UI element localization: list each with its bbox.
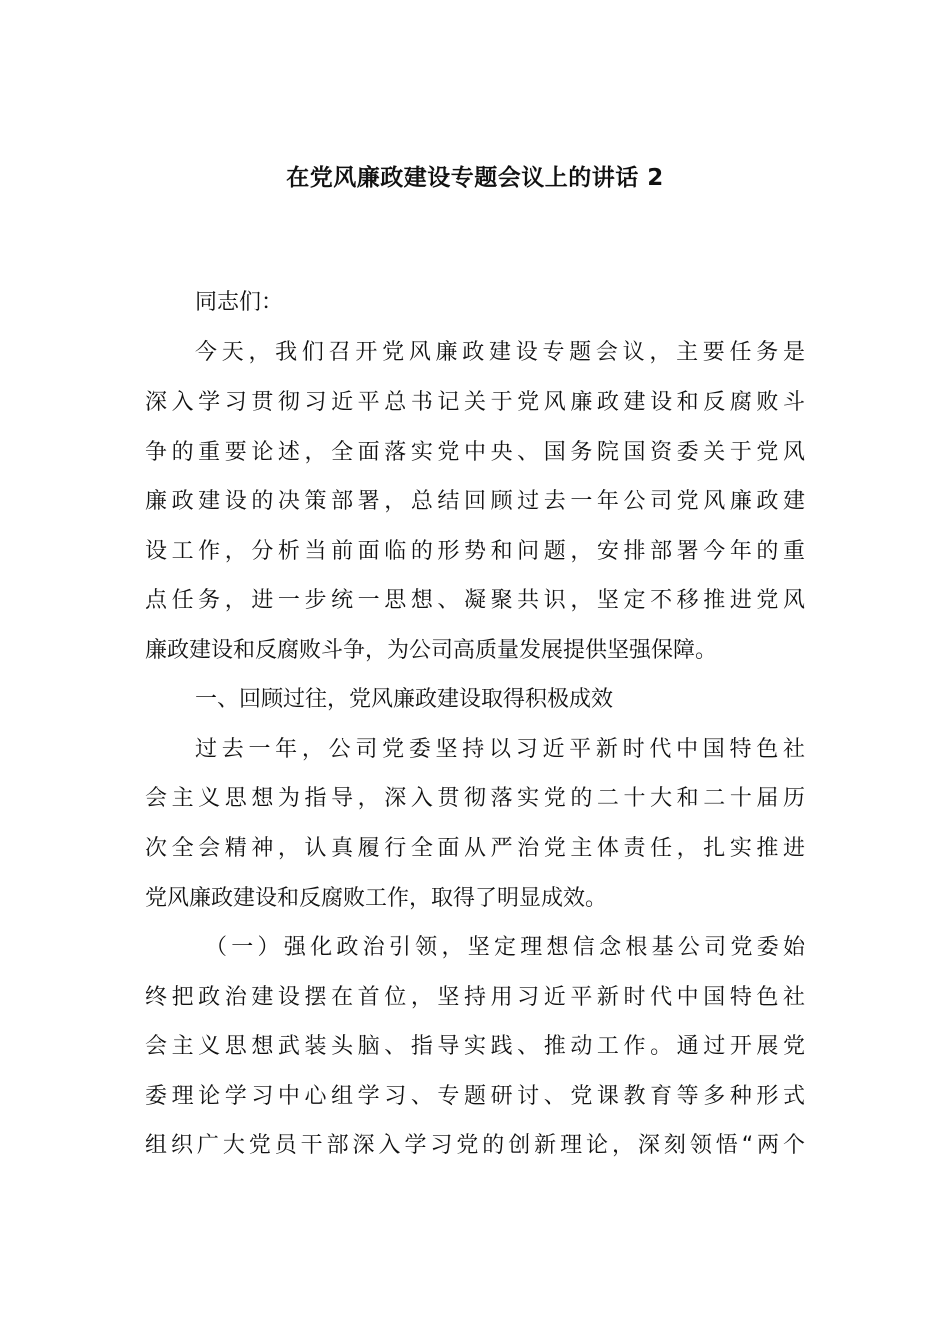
section-heading: 一、回顾过往，党风廉政建设取得积极成效: [195, 687, 614, 712]
paragraph-line: 过去一年，公司党委坚持以习近平新时代中国特色社: [195, 737, 805, 762]
paragraph-line: 会主义思想武装头脑、指导实践、推动工作。通过开展党: [145, 1034, 805, 1059]
paragraph-line: 廉政建设的决策部署，总结回顾过去一年公司党风廉政建: [145, 489, 805, 514]
paragraph-line: 廉政建设和反腐败斗争，为公司高质量发展提供坚强保障。: [145, 638, 718, 663]
document-title: 在党风廉政建设专题会议上的讲话 2: [286, 165, 664, 191]
paragraph-line: 今天，我们召开党风廉政建设专题会议，主要任务是: [195, 340, 805, 365]
paragraph-line: 终把政治建设摆在首位，坚持用习近平新时代中国特色社: [145, 985, 805, 1010]
paragraph-line: 组织广大党员干部深入学习党的创新理论，深刻领悟“两个: [145, 1133, 805, 1158]
paragraph-line: 委理论学习中心组学习、专题研讨、党课教育等多种形式: [145, 1084, 805, 1109]
paragraph-line: 深入学习贯彻习近平总书记关于党风廉政建设和反腐败斗: [145, 390, 805, 415]
paragraph-line: 党风廉政建设和反腐败工作，取得了明显成效。: [145, 886, 608, 911]
paragraph-line: 次全会精神，认真履行全面从严治党主体责任，扎实推进: [145, 836, 805, 861]
salutation: 同志们：: [195, 290, 284, 315]
subsection-line: （一）强化政治引领，坚定理想信念根基公司党委始: [205, 935, 805, 960]
paragraph-line: 争的重要论述，全面落实党中央、国务院国资委关于党风: [145, 440, 805, 465]
paragraph-line: 设工作，分析当前面临的形势和问题，安排部署今年的重: [145, 539, 805, 564]
paragraph-line: 会主义思想为指导，深入贯彻落实党的二十大和二十届历: [145, 786, 805, 811]
paragraph-line: 点任务，进一步统一思想、凝聚共识，坚定不移推进党风: [145, 588, 805, 613]
